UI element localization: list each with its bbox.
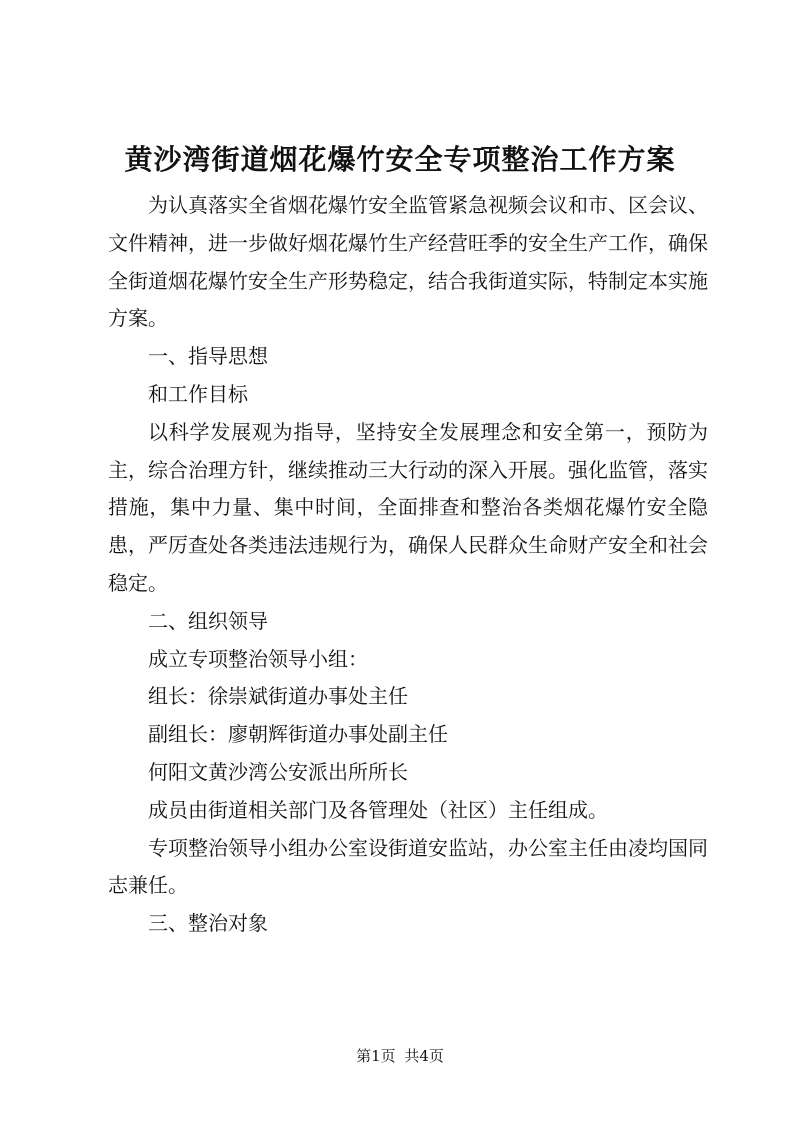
paragraph-group-leader: 组长：徐崇斌街道办事处主任 [148, 684, 408, 709]
page-number: 第1页 [356, 1047, 396, 1065]
paragraph-members: 成员由街道相关部门及各管理处（社区）主任组成。 [148, 797, 608, 822]
paragraph-establish-group: 成立专项整治领导小组： [148, 646, 368, 671]
paragraph-office: 专项整治领导小组办公室设街道安监站，办公室主任由凌均国同志兼任。 [108, 835, 708, 898]
page-total: 共4页 [404, 1047, 444, 1065]
document-body [108, 187, 708, 943]
section-heading-guiding-ideology: 一、指导思想 [148, 344, 268, 369]
page-footer [0, 1046, 800, 1066]
paragraph-police-director: 何阳文黄沙湾公安派出所所长 [148, 759, 408, 784]
paragraph-deputy-leader: 副组长：廖朝辉街道办事处副主任 [148, 722, 448, 747]
section-heading-organization: 二、组织领导 [148, 608, 268, 633]
paragraph-intro: 为认真落实全省烟花爆竹安全监管紧急视频会议和市、区会议、文件精神，进一步做好烟花爆竹生产经营旺季的安全生产工作，确保全街道烟花爆竹安全生产形势稳定，结合我街道实际，特制定本实施方案。 [108, 193, 708, 331]
paragraph-guiding-content: 以科学发展观为指导，坚持安全发展理念和安全第一，预防为主，综合治理方针，继续推动三大行动的深入开展。强化监管，落实措施，集中力量、集中时间，全面排查和整治各类烟花爆竹安全隐患，严厉查处各类违法违规行为，确保人民群众生命财产安全和社会稳定。 [108, 419, 708, 595]
document-title: 黄沙湾街道烟花爆竹安全专项整治工作方案 [124, 143, 676, 176]
section-heading-targets: 三、整治对象 [148, 911, 268, 936]
section-heading-work-goals: 和工作目标 [148, 381, 248, 406]
